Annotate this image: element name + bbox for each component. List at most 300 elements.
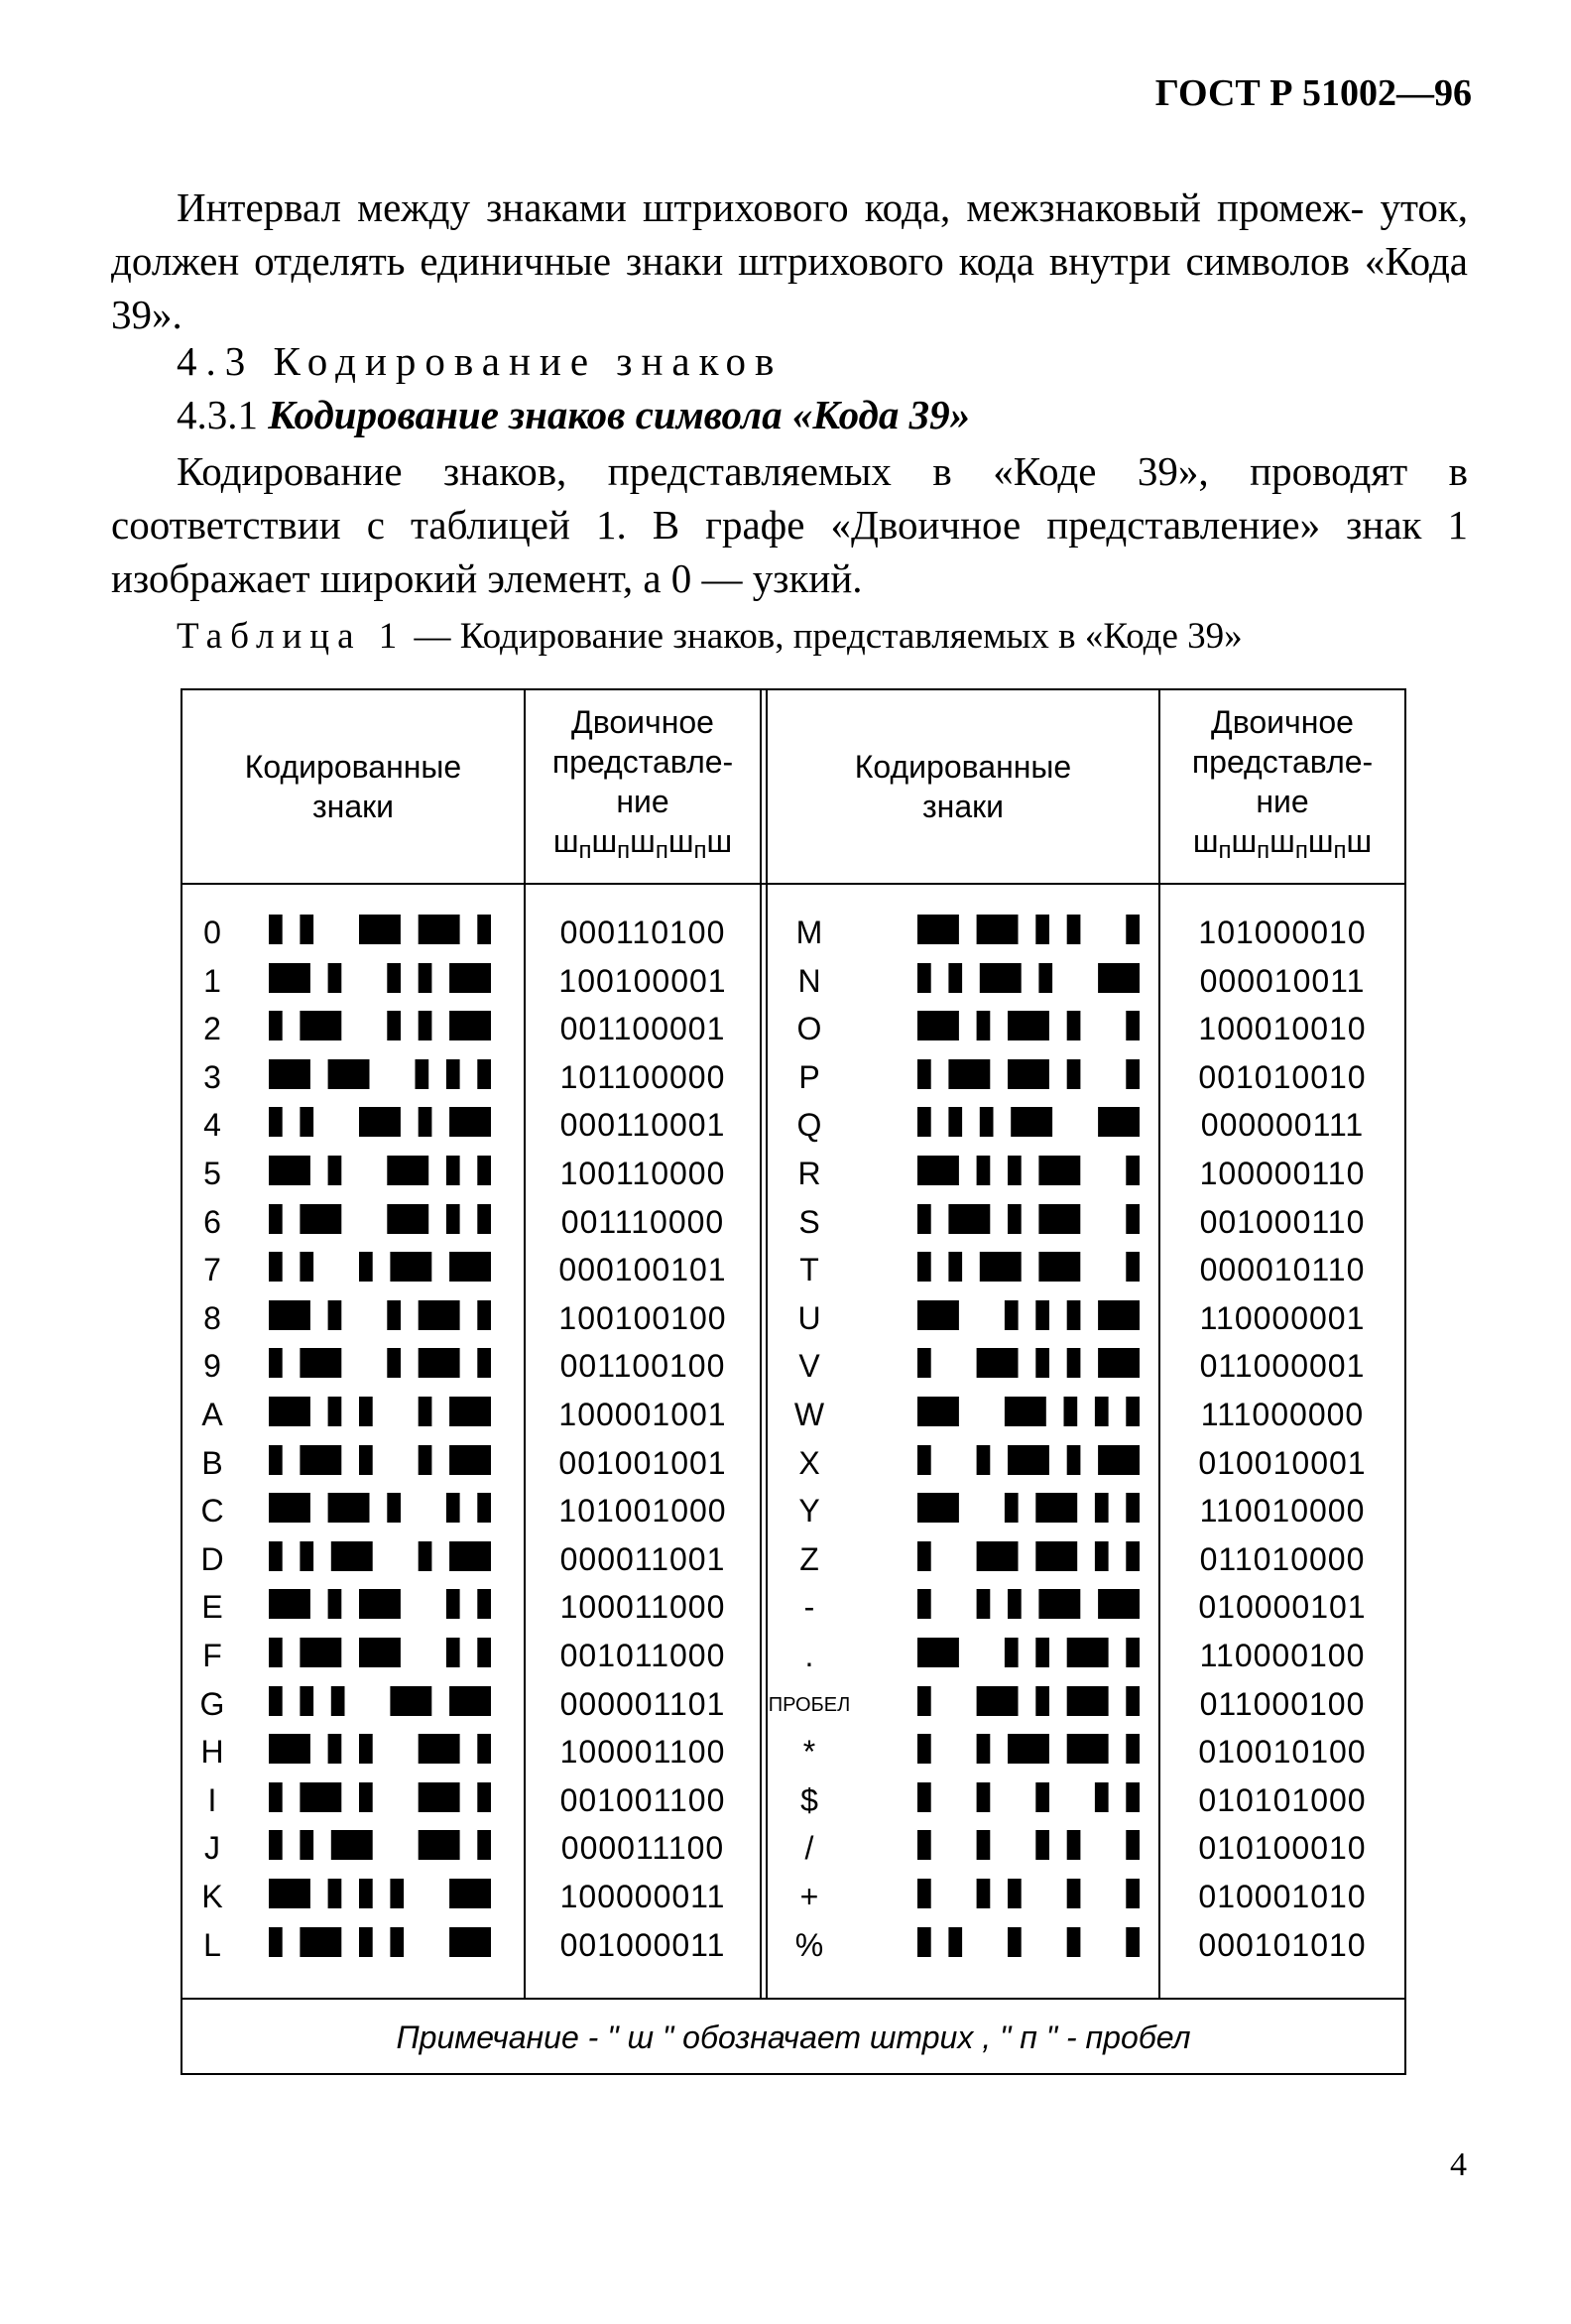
narrow-bar: [1008, 1589, 1022, 1619]
wide-bar: [359, 1638, 401, 1667]
wide-bar: [449, 1686, 491, 1716]
narrow-bar: [387, 1348, 401, 1378]
pattern-space-letter: п: [1294, 837, 1308, 864]
coded-char: 4: [203, 1107, 221, 1144]
narrow-bar: [359, 1252, 373, 1282]
coded-char: 0: [203, 915, 221, 950]
wide-bar: [269, 1059, 310, 1089]
pattern-space-letter: п: [1257, 837, 1270, 864]
narrow-bar: [446, 1638, 460, 1667]
coded-char: S: [798, 1203, 820, 1240]
binary-code: 010101000: [1198, 1781, 1367, 1818]
narrow-bar: [446, 1156, 460, 1185]
header-text: ние: [1256, 784, 1309, 819]
coded-char: 2: [203, 1011, 221, 1047]
wide-bar: [917, 1011, 959, 1040]
pattern-bar-letter: ш: [630, 823, 656, 859]
coded-char: G: [199, 1685, 225, 1722]
narrow-bar: [328, 1734, 342, 1764]
barcode-pattern: [916, 1539, 1145, 1573]
barcode-pattern: [916, 1877, 1145, 1910]
narrow-bar: [269, 1107, 283, 1137]
narrow-bar: [477, 1638, 491, 1667]
coded-char: D: [200, 1540, 224, 1577]
narrow-bar: [269, 1782, 283, 1812]
narrow-bar: [387, 1011, 401, 1040]
narrow-bar: [1008, 1879, 1022, 1908]
narrow-bar: [1035, 1348, 1049, 1378]
coded-char: 8: [203, 1299, 221, 1336]
binary-code: 000001101: [559, 1685, 726, 1722]
binary-code: 110010000: [1199, 1493, 1366, 1529]
wide-bar: [1098, 1300, 1140, 1330]
narrow-bar: [359, 1445, 373, 1475]
wide-bar: [359, 1589, 401, 1619]
narrow-bar: [269, 1638, 283, 1667]
narrow-bar: [1067, 1927, 1081, 1957]
narrow-bar: [948, 963, 962, 993]
narrow-bar: [917, 1252, 931, 1282]
narrow-bar: [269, 1927, 283, 1957]
table-note: Примечание - " ш " обозначает штрих , " п " - пробел: [396, 2018, 1191, 2055]
caption-label: Таблица 1: [177, 616, 406, 657]
wide-bar: [917, 1156, 959, 1185]
binary-code: 011000001: [1199, 1348, 1366, 1385]
coded-char: R: [797, 1156, 821, 1191]
barcode-pattern: [268, 1443, 496, 1477]
narrow-bar: [1005, 1300, 1019, 1330]
narrow-bar: [1126, 1830, 1140, 1860]
barcode-pattern: [916, 1491, 1145, 1525]
binary-code: 100011000: [559, 1589, 726, 1626]
barcode-pattern: [268, 913, 496, 946]
narrow-bar: [477, 1830, 491, 1860]
coded-char: 6: [203, 1203, 221, 1240]
narrow-bar: [419, 1107, 432, 1137]
narrow-bar: [387, 1493, 401, 1523]
narrow-bar: [328, 1879, 342, 1908]
narrow-bar: [948, 1252, 962, 1282]
coded-char: V: [798, 1348, 820, 1385]
wide-bar: [449, 1011, 491, 1040]
pattern-bar-letter: ш: [1231, 823, 1258, 859]
wide-bar: [1038, 1589, 1080, 1619]
wide-bar: [449, 1879, 491, 1908]
wide-bar: [1098, 1589, 1140, 1619]
header-text: Кодированные: [244, 749, 462, 785]
narrow-bar: [977, 1156, 991, 1185]
barcode-pattern: [268, 1491, 496, 1525]
coded-char: K: [201, 1879, 223, 1914]
coded-char: P: [798, 1058, 820, 1095]
binary-code: 010010001: [1198, 1444, 1367, 1481]
wide-bar: [419, 1300, 460, 1330]
coded-char: Y: [798, 1493, 820, 1529]
barcode-pattern: [268, 1684, 496, 1718]
wide-bar: [917, 915, 959, 944]
narrow-bar: [269, 1348, 283, 1378]
coded-char: 5: [203, 1156, 221, 1191]
wide-bar: [1008, 1059, 1049, 1089]
binary-code: 101100000: [559, 1058, 726, 1095]
wide-bar: [328, 1493, 370, 1523]
wide-bar: [300, 1204, 341, 1234]
narrow-bar: [477, 1059, 491, 1089]
wide-bar: [977, 1541, 1019, 1571]
wide-bar: [948, 1059, 990, 1089]
barcode-pattern: [916, 1780, 1145, 1814]
pattern-bar-letter: ш: [1307, 823, 1334, 859]
narrow-bar: [269, 1830, 283, 1860]
narrow-bar: [1035, 1300, 1049, 1330]
pattern-space-letter: п: [1218, 837, 1232, 864]
header-chars-left: [182, 690, 524, 883]
wide-bar: [328, 1059, 370, 1089]
page-number: 4: [1450, 2146, 1467, 2183]
narrow-bar: [948, 1927, 962, 1957]
narrow-bar: [1067, 915, 1081, 944]
narrow-bar: [300, 915, 313, 944]
narrow-bar: [387, 1300, 401, 1330]
barcode-pattern: [268, 1009, 496, 1042]
header-text: Двоичное: [1211, 704, 1354, 740]
pattern-space-letter: п: [655, 837, 668, 864]
narrow-bar: [359, 1879, 373, 1908]
coded-char: W: [793, 1397, 825, 1432]
binary-code: 011000100: [1199, 1685, 1366, 1722]
narrow-bar: [977, 1782, 991, 1812]
header-text: Кодированные: [854, 749, 1072, 785]
wide-bar: [980, 963, 1022, 993]
narrow-bar: [1126, 1686, 1140, 1716]
binary-code: 010001010: [1198, 1879, 1367, 1914]
narrow-bar: [328, 1300, 342, 1330]
binary-code: 100001001: [558, 1397, 727, 1432]
binary-code: 001011000: [559, 1638, 726, 1673]
wide-bar: [269, 1397, 310, 1426]
barcode-pattern: [916, 1202, 1145, 1236]
binary-code: 000010011: [1199, 962, 1366, 999]
narrow-bar: [269, 1445, 283, 1475]
wide-bar: [300, 1782, 341, 1812]
narrow-bar: [419, 963, 432, 993]
narrow-bar: [917, 1734, 931, 1764]
narrow-bar: [269, 1011, 283, 1040]
section-number: 4.3.1: [177, 392, 258, 437]
narrow-bar: [1095, 1397, 1109, 1426]
binary-code: 100100100: [558, 1299, 727, 1336]
narrow-bar: [359, 1782, 373, 1812]
narrow-bar: [1038, 963, 1052, 993]
coded-char: F: [202, 1638, 222, 1673]
wide-bar: [331, 1541, 373, 1571]
narrow-bar: [1126, 1204, 1140, 1234]
wide-bar: [917, 1493, 959, 1523]
narrow-bar: [977, 1011, 991, 1040]
wide-bar: [359, 1107, 401, 1137]
paragraph-intercharacter-gap: [111, 181, 1468, 341]
narrow-bar: [300, 1252, 313, 1282]
narrow-bar: [269, 1204, 283, 1234]
para2-line1: Кодирование знаков, представляемых в «Коде 39», проводят в: [177, 448, 1468, 494]
para2-line3: 1 изображает широкий элемент, а 0 — узкий.: [111, 502, 1468, 601]
barcode-pattern: [916, 1925, 1145, 1959]
barcode-pattern: [916, 1732, 1145, 1766]
coded-char: I: [207, 1781, 217, 1818]
header-text: ние: [616, 784, 669, 819]
column-divider: [760, 690, 762, 1998]
binary-code: 100110000: [559, 1156, 726, 1191]
coded-char: H: [200, 1734, 224, 1771]
wide-bar: [419, 1348, 460, 1378]
narrow-bar: [1067, 1011, 1081, 1040]
pattern-legend: [1193, 821, 1372, 871]
wide-bar: [917, 1397, 959, 1426]
wide-bar: [1008, 1011, 1049, 1040]
header-text: Двоичное: [571, 704, 714, 740]
narrow-bar: [917, 1541, 931, 1571]
barcode-pattern: [916, 1587, 1145, 1621]
narrow-bar: [359, 1734, 373, 1764]
wide-bar: [1098, 1107, 1140, 1137]
coded-char: +: [799, 1879, 819, 1914]
binary-code: 001001001: [558, 1444, 727, 1481]
barcode-pattern: [916, 1298, 1145, 1332]
coded-char: 1: [203, 962, 221, 999]
narrow-bar: [477, 1348, 491, 1378]
narrow-bar: [917, 1782, 931, 1812]
binary-code: 001100100: [559, 1348, 726, 1385]
wide-bar: [300, 1011, 341, 1040]
wide-bar: [977, 1348, 1019, 1378]
coded-char: E: [201, 1589, 223, 1626]
narrow-bar: [419, 1445, 432, 1475]
coded-char: N: [797, 962, 821, 999]
narrow-bar: [1126, 1493, 1140, 1523]
narrow-bar: [1126, 1397, 1140, 1426]
barcode-pattern: [268, 1250, 496, 1284]
narrow-bar: [1008, 1156, 1022, 1185]
narrow-bar: [1005, 1638, 1019, 1667]
para1-line1: Интервал между знаками штрихового кода, межзнаковый промеж-: [177, 184, 1365, 230]
narrow-bar: [1035, 1830, 1049, 1860]
binary-code: 010010100: [1198, 1734, 1367, 1771]
narrow-bar: [1008, 1204, 1022, 1234]
narrow-bar: [1067, 1830, 1081, 1860]
wide-bar: [300, 1348, 341, 1378]
narrow-bar: [477, 1493, 491, 1523]
wide-bar: [387, 1156, 428, 1185]
narrow-bar: [419, 1011, 432, 1040]
header-binary-right: [1160, 690, 1404, 883]
header-text: представле-: [1191, 744, 1374, 780]
header-text: знаки: [311, 789, 394, 824]
coded-char: $: [800, 1781, 818, 1818]
coded-char: M: [795, 915, 823, 950]
narrow-bar: [390, 1879, 404, 1908]
coded-char: A: [201, 1397, 223, 1432]
binary-code: 110000001: [1199, 1299, 1366, 1336]
narrow-bar: [416, 1059, 429, 1089]
narrow-bar: [477, 1204, 491, 1234]
narrow-bar: [1067, 1300, 1081, 1330]
header-binary-left: [526, 690, 760, 883]
barcode-pattern: [268, 1828, 496, 1862]
narrow-bar: [1067, 1879, 1081, 1908]
narrow-bar: [477, 915, 491, 944]
binary-code: 001001100: [559, 1781, 726, 1818]
wide-bar: [1005, 1397, 1046, 1426]
narrow-bar: [917, 1059, 931, 1089]
binary-code: 100010010: [1198, 1011, 1367, 1047]
caption-text: — Кодирование знаков, представляемых в «Коде 39»: [405, 616, 1243, 657]
narrow-bar: [1005, 1493, 1019, 1523]
barcode-pattern: [268, 1732, 496, 1766]
narrow-bar: [390, 1927, 404, 1957]
wide-bar: [419, 1782, 460, 1812]
coded-char: %: [794, 1926, 824, 1963]
pattern-space-letter: п: [578, 837, 592, 864]
narrow-bar: [359, 1927, 373, 1957]
header-divider: [182, 883, 1404, 885]
coded-char: *: [802, 1734, 816, 1771]
wide-bar: [269, 1300, 310, 1330]
narrow-bar: [977, 1734, 991, 1764]
narrow-bar: [387, 963, 401, 993]
section-title: Кодирование знаков символа «Кода 39»: [268, 392, 971, 437]
coded-char: /: [804, 1830, 814, 1867]
narrow-bar: [419, 1541, 432, 1571]
barcode-pattern: [268, 1780, 496, 1814]
coded-char: Q: [796, 1107, 822, 1144]
narrow-bar: [1035, 1686, 1049, 1716]
binary-code: 000110100: [559, 915, 726, 950]
barcode-pattern: [916, 961, 1145, 995]
pattern-bar-letter: ш: [1346, 823, 1373, 859]
binary-code: 000010110: [1199, 1252, 1366, 1288]
narrow-bar: [359, 1397, 373, 1426]
wide-bar: [1098, 963, 1140, 993]
wide-bar: [1098, 1445, 1140, 1475]
narrow-bar: [446, 1493, 460, 1523]
barcode-pattern: [268, 1587, 496, 1621]
pattern-bar-letter: ш: [1269, 823, 1295, 859]
barcode-pattern: [268, 1346, 496, 1380]
wide-bar: [419, 1830, 460, 1860]
barcode-pattern: [268, 1539, 496, 1573]
narrow-bar: [917, 1348, 931, 1378]
barcode-pattern: [916, 1105, 1145, 1139]
wide-bar: [1067, 1638, 1109, 1667]
wide-bar: [331, 1830, 373, 1860]
document-header: ГОСТ Р 51002—96: [1154, 72, 1472, 114]
barcode-pattern: [916, 1443, 1145, 1477]
binary-code: 101000010: [1198, 915, 1367, 950]
section-heading-4-3: 4.3 Кодирование знаков: [177, 338, 784, 384]
narrow-bar: [1126, 1011, 1140, 1040]
narrow-bar: [1126, 1059, 1140, 1089]
binary-code: 010100010: [1198, 1830, 1367, 1867]
wide-bar: [300, 1445, 341, 1475]
binary-code: 001000011: [559, 1926, 726, 1963]
binary-code: 001010010: [1198, 1058, 1367, 1095]
narrow-bar: [1035, 915, 1049, 944]
barcode-pattern: [916, 1684, 1145, 1718]
narrow-bar: [1126, 1734, 1140, 1764]
narrow-bar: [269, 1686, 283, 1716]
barcode-pattern: [916, 1154, 1145, 1187]
narrow-bar: [1095, 1541, 1109, 1571]
binary-code: 001000110: [1199, 1203, 1366, 1240]
wide-bar: [449, 1252, 491, 1282]
wide-bar: [1098, 1348, 1140, 1378]
binary-code: 110000100: [1199, 1638, 1366, 1673]
narrow-bar: [917, 963, 931, 993]
wide-bar: [1067, 1686, 1109, 1716]
binary-code: 000100101: [558, 1252, 727, 1288]
wide-bar: [1008, 1445, 1049, 1475]
narrow-bar: [977, 1879, 991, 1908]
binary-code: 000011100: [560, 1830, 725, 1867]
coded-char: 9: [203, 1348, 221, 1385]
narrow-bar: [269, 1252, 283, 1282]
pattern-bar-letter: ш: [552, 823, 579, 859]
wide-bar: [300, 1927, 341, 1957]
coded-char: L: [203, 1926, 221, 1963]
barcode-pattern: [268, 1154, 496, 1187]
pattern-bar-letter: ш: [706, 823, 733, 859]
pattern-space-letter: п: [617, 837, 631, 864]
narrow-bar: [300, 1107, 313, 1137]
wide-bar: [1035, 1493, 1077, 1523]
binary-code: 100000110: [1199, 1156, 1366, 1191]
narrow-bar: [917, 1107, 931, 1137]
wide-bar: [449, 1927, 491, 1957]
para1-line2: уток, должен отделять единичные знаки штрихового кода внутри: [111, 184, 1468, 284]
narrow-bar: [1095, 1782, 1109, 1812]
coded-char: Z: [799, 1540, 819, 1577]
wide-bar: [269, 963, 310, 993]
binary-code: 000110001: [559, 1107, 726, 1144]
pattern-bar-letter: ш: [1192, 823, 1219, 859]
barcode-pattern: [916, 1828, 1145, 1862]
wide-bar: [917, 1300, 959, 1330]
narrow-bar: [419, 1397, 432, 1426]
binary-code: 001110000: [560, 1203, 725, 1240]
wide-bar: [1067, 1734, 1109, 1764]
narrow-bar: [477, 1300, 491, 1330]
wide-bar: [449, 1541, 491, 1571]
narrow-bar: [1067, 1348, 1081, 1378]
narrow-bar: [917, 1445, 931, 1475]
pattern-bar-letter: ш: [667, 823, 694, 859]
narrow-bar: [269, 1541, 283, 1571]
narrow-bar: [331, 1686, 345, 1716]
barcode-pattern: [916, 1009, 1145, 1042]
narrow-bar: [477, 1156, 491, 1185]
narrow-bar: [1095, 1493, 1109, 1523]
pattern-legend: [553, 821, 732, 871]
narrow-bar: [917, 1927, 931, 1957]
coded-char: O: [796, 1011, 822, 1047]
barcode-pattern: [268, 1877, 496, 1910]
wide-bar: [1035, 1541, 1077, 1571]
narrow-bar: [1064, 1397, 1078, 1426]
narrow-bar: [1126, 915, 1140, 944]
binary-code: 100000011: [559, 1879, 726, 1914]
wide-bar: [390, 1252, 431, 1282]
wide-bar: [269, 1156, 310, 1185]
